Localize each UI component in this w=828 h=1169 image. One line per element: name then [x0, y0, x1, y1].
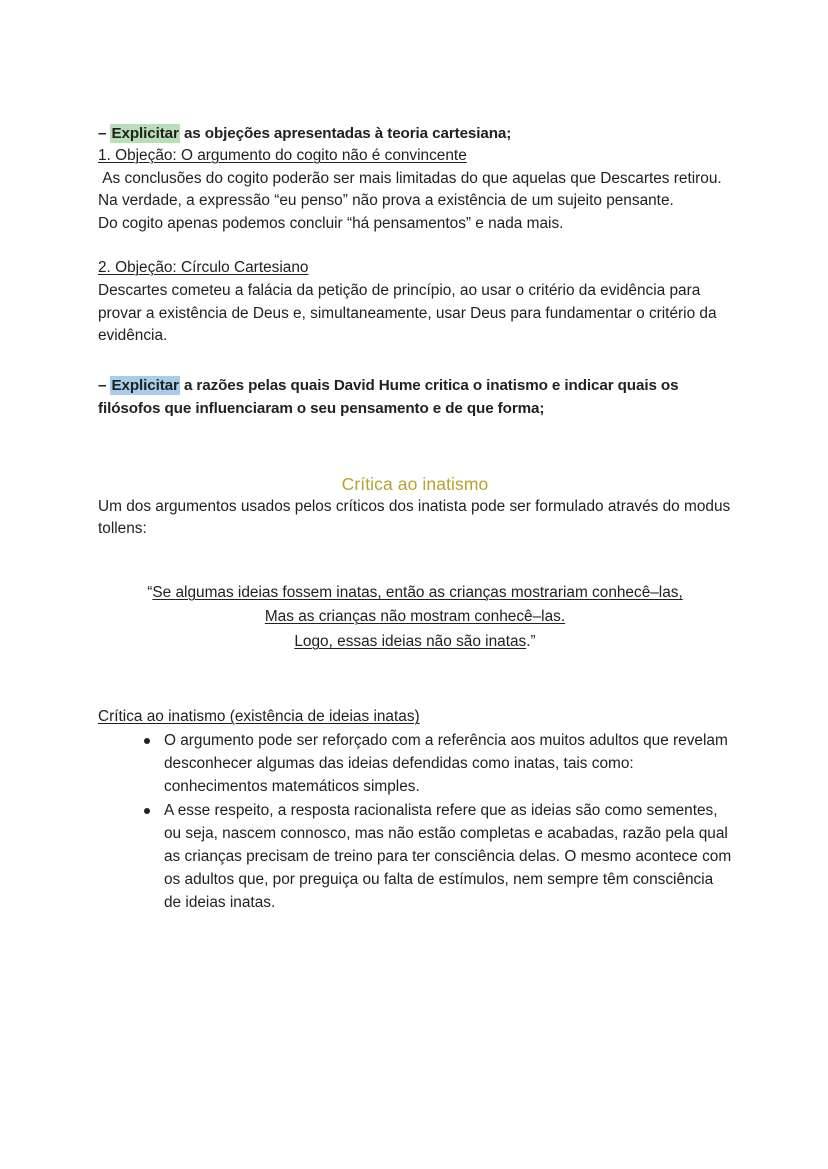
section-intro-paragraph: Um dos argumentos usados pelos críticos dos inatista pode ser formulado através do modus tollens:	[98, 497, 731, 538]
modus-tollens-quote	[98, 581, 732, 655]
section-title: Crítica ao inatismo	[341, 473, 489, 494]
quote-line-2-text: Mas as crianças não mostram conhecê–las.	[264, 608, 566, 626]
directive-2-rest: a razões pelas quais David Hume critica o inatismo e indicar quais os filósofos que influenciaram o seu pensamento e de que forma;	[98, 376, 679, 417]
objection-2-heading: 2. Objeção: Círculo Cartesiano	[98, 259, 309, 277]
spacer	[98, 235, 732, 257]
spacer	[98, 420, 732, 472]
objection-1-heading: 1. Objeção: O argumento do cogito não é convincente	[98, 147, 467, 164]
document-body	[98, 122, 732, 915]
quote-close-mark: .”	[526, 632, 536, 650]
directive-1-highlight: Explicitar	[111, 125, 179, 142]
directive-1-rest: as objeções apresentadas à teoria cartesiana;	[179, 125, 512, 142]
directive-2-highlight: Explicitar	[111, 376, 179, 394]
spacer	[98, 654, 732, 706]
objection-1-paragraph-2: Do cogito apenas podemos concluir “há pensamentos” e nada mais.	[98, 214, 564, 232]
objection-1-paragraph: As conclusões do cogito poderão ser mais limitadas do que aquelas que Descartes retirou. Na verdade, a expressão “eu penso” não prova a existência de um sujeito pensante.	[98, 169, 726, 210]
directive-line-2	[98, 374, 732, 420]
spacer	[98, 348, 732, 374]
quote-line-3-text: Logo, essas ideias não são inatas	[294, 632, 527, 650]
list-item: O argumento pode ser reforçado com a referência aos muitos adultos que revelam desconhecer algumas das ideias defendidas como inatas, tais como: conhecimentos matemáticos simples.	[142, 729, 732, 799]
spacer	[98, 541, 732, 581]
critique-heading: Crítica ao inatismo (existência de ideias inatas)	[98, 708, 420, 726]
quote-open-mark: “	[147, 583, 153, 601]
quote-line-3	[98, 630, 732, 655]
critique-bullet-list	[98, 729, 732, 915]
directive-1-dash: –	[98, 125, 111, 142]
quote-line-2	[98, 605, 732, 630]
list-item: A esse respeito, a resposta racionalista refere que as ideias são como sementes, ou seja, nascem connosco, mas não estão completas e acabadas, razão pela qual as crianças precisam de treino para ter consciência delas. O mesmo acontece com os adultos que, por preguiça ou falta de estímulos, nem sempre têm consciência de ideias inatas.	[142, 799, 732, 915]
quote-line-1-text: Se algumas ideias fossem inatas, então as crianças mostrariam conhecê–las,	[152, 583, 683, 601]
directive-2-dash: –	[98, 376, 111, 394]
objection-2-paragraph: Descartes cometeu a falácia da petição de princípio, ao usar o critério da evidência para provar a existência de Deus e, simultaneamente, usar Deus para fundamentar o critério da evidência.	[98, 281, 717, 345]
quote-line-1	[98, 581, 732, 606]
directive-line-1	[98, 122, 732, 145]
